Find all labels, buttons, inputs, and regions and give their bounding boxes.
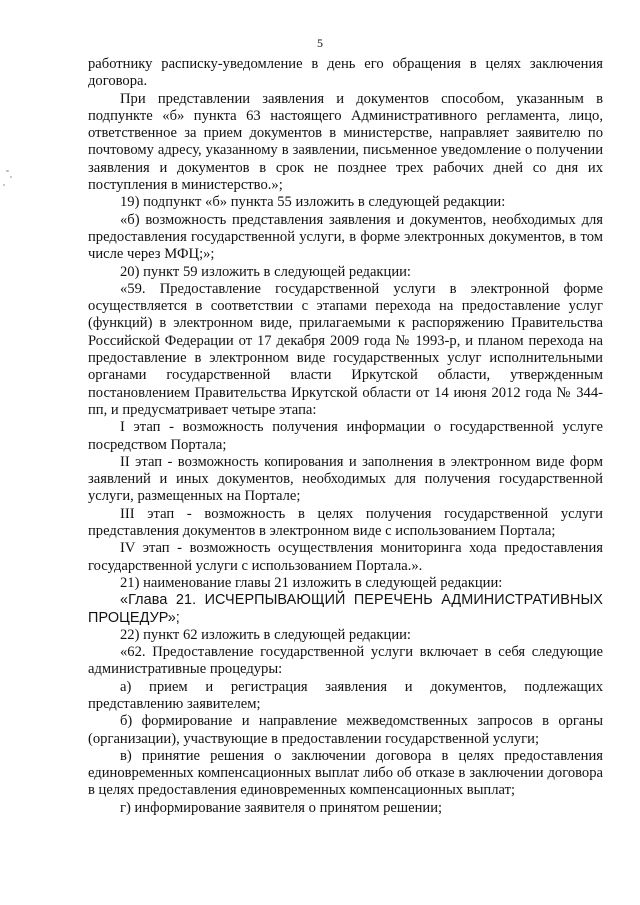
- paragraph: При представлении заявления и документов способом, указанным в подпункте «б» пункта 63 настоящего Административного регламента, лицо, ответственное за прием документов в министерстве, направляет заявителю по почтовому адресу, указанному в заявлении, письменное уведомление о получении заявления и документов в срок не позднее трех рабочих дней со дня их поступления в министерство.»;: [88, 90, 603, 194]
- paragraph: III этап - возможность в целях получения государственной услуги представления документов в электронном виде с использованием Портала;: [88, 505, 603, 540]
- paragraph: 21) наименование главы 21 изложить в следующей редакции:: [120, 574, 503, 591]
- scan-artifact-mark: [10, 176, 12, 178]
- paragraph: 20) пункт 59 изложить в следующей редакции:: [120, 263, 411, 280]
- chapter-heading: «Глава 21. ИСЧЕРПЫВАЮЩИЙ ПЕРЕЧЕНЬ АДМИНИСТРАТИВНЫХ ПРОЦЕДУР»;: [88, 592, 603, 626]
- list-item: в) принятие решения о заключении договора в целях предоставления единовременных компенсационных выплат либо об отказе в заключении договора в целях предоставления единовременных компенсационных выплат;: [88, 747, 603, 799]
- paragraph: 19) подпункт «б» пункта 55 изложить в следующей редакции:: [120, 194, 506, 211]
- paragraph: I этап - возможность получения информации о государственной услуге посредством Портала;: [88, 419, 603, 453]
- paragraph: 22) пункт 62 изложить в следующей редакции:: [120, 626, 411, 643]
- paragraph: работнику расписку-уведомление в день его обращения в целях заключения договора.: [88, 56, 603, 90]
- paragraph: «62. Предоставление государственной услуги включает в себя следующие административные процедуры:: [88, 644, 603, 678]
- paragraph: II этап - возможность копирования и заполнения в электронном виде форм заявлений и иных документов, необходимых для получения государственной услуги, размещенных на Портале;: [88, 453, 603, 505]
- document-body: [88, 56, 603, 817]
- list-item: б) формирование и направление межведомственных запросов в органы (организации), участвующие в предоставлении государственной услуги;: [88, 713, 603, 747]
- scan-artifact-mark: [3, 184, 5, 186]
- paragraph: «б) возможность представления заявления и документов, необходимых для предоставления государственной услуги, в форме электронных документов, в том числе через МФЦ;»;: [88, 211, 603, 263]
- list-item: г) информирование заявителя о принятом решении;: [120, 799, 443, 816]
- page-number: 5: [317, 36, 323, 50]
- list-item: а) прием и регистрация заявления и документов, подлежащих представлению заявителем;: [88, 678, 603, 712]
- scan-artifact-mark: [6, 170, 9, 172]
- paragraph: IV этап - возможность осуществления мониторинга хода предоставления государственной услуги с использованием Портала.».: [88, 540, 603, 574]
- paragraph: «59. Предоставление государственной услуги в электронной форме осуществляется в соответствии с этапами перехода на предоставление услуг (функций) в электронном виде, прилагаемыми к распоряжению Правительства Российской Федерации от 17 декабря 2009 года № 1993-р, и планом перехода на предоставление в электронном виде государственных услуг исполнительными органами государственной власти Иркутской области, утвержденным постановлением Правительства Иркутской области от 14 июня 2012 года № 344-пп, и предусматривает четыре этапа:: [88, 280, 603, 418]
